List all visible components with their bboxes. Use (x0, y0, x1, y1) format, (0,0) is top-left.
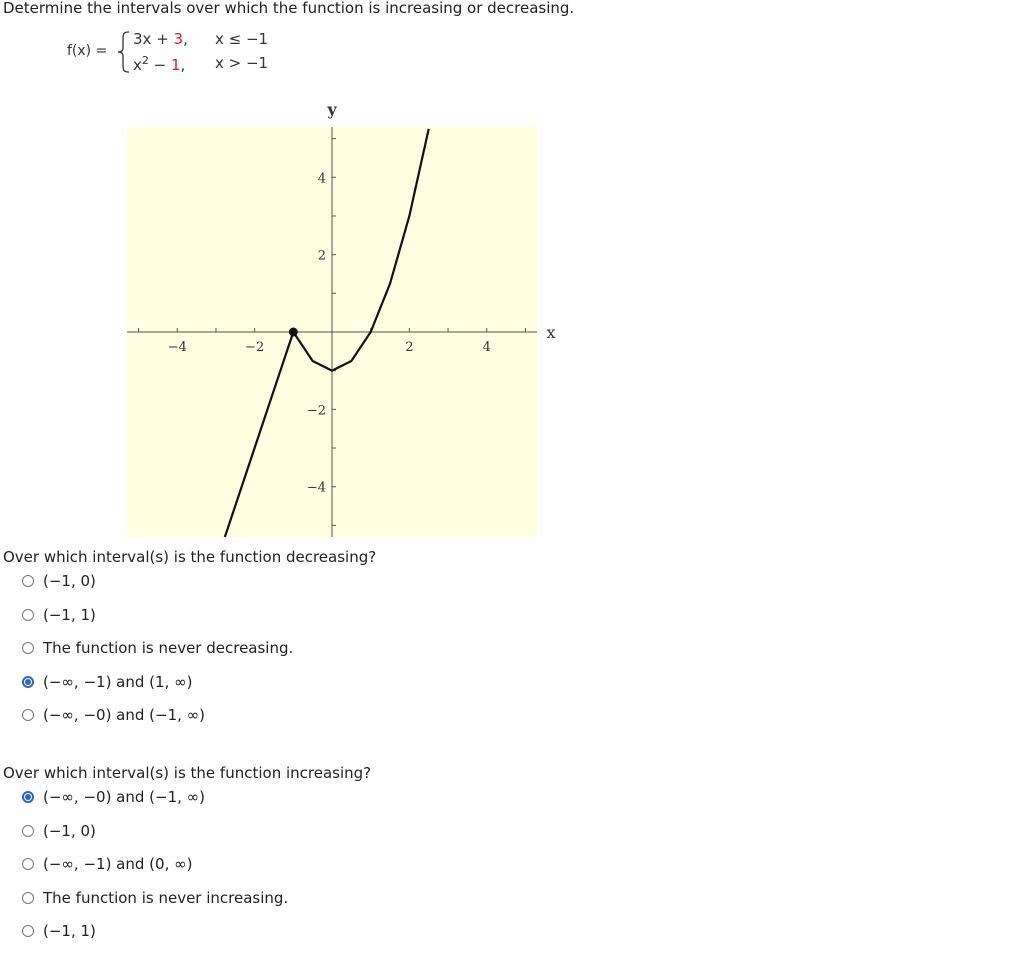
q2-option-label: (−∞, −1) and (0, ∞) (43, 855, 193, 873)
q2-option-label: (−∞, −0) and (−1, ∞) (43, 788, 206, 806)
q2-text: Over which interval(s) is the function increasing? (3, 764, 372, 782)
q1-option-3[interactable] (22, 639, 293, 673)
y-axis-label: y (327, 100, 337, 119)
q2-option-label: (−1, 0) (43, 821, 96, 840)
endpoint-marker (289, 328, 297, 336)
q1-option-label: The function is never decreasing. (43, 639, 294, 657)
radio-button[interactable] (22, 609, 34, 621)
radio-button[interactable] (22, 575, 34, 587)
q1-option-2[interactable] (22, 606, 293, 640)
question-prompt: Determine the intervals over which the function is increasing or decreasing. (3, 0, 575, 17)
q2-option-5[interactable] (22, 922, 288, 956)
piece-2-sep: , (180, 56, 186, 74)
q1-options (22, 572, 293, 740)
radio-button[interactable] (22, 925, 34, 937)
q1-option-label: (−∞, −1) and (1, ∞) (43, 672, 193, 691)
x-tick-label: −4 (167, 340, 187, 355)
q2-option-label: The function is never increasing. (43, 888, 289, 907)
q2-option-4[interactable] (22, 889, 288, 923)
piece-2-constant: 1 (171, 56, 181, 74)
y-tick-label: −4 (306, 480, 326, 496)
q1-option-4[interactable] (22, 673, 293, 707)
x-tick-label: 4 (482, 340, 491, 355)
q1-option-label: (−1, 1) (43, 605, 96, 624)
piece-1-sep: , (183, 30, 188, 48)
piece-1-constant: 3 (173, 30, 184, 48)
x-tick-label: −2 (245, 340, 265, 355)
q1-option-5[interactable] (22, 706, 293, 740)
radio-button[interactable] (22, 825, 34, 837)
q2-option-1[interactable] (22, 788, 288, 822)
q1-option-1[interactable] (22, 572, 293, 606)
x-tick-label: 2 (405, 340, 414, 355)
piece-1-condition: x ≤ −1 (215, 30, 269, 48)
radio-button[interactable] (22, 858, 34, 870)
exponent: 2 (141, 54, 149, 67)
q2-option-3[interactable] (22, 855, 288, 889)
piece-1-expr: 3x + (133, 30, 174, 48)
q2-option-label: (−1, 1) (43, 922, 96, 940)
piece-2-condition: x > −1 (215, 54, 269, 72)
q1-option-label: (−∞, −0) and (−1, ∞) (43, 706, 206, 724)
x-axis-label: x (546, 323, 556, 342)
q1-option-label: (−1, 0) (43, 572, 96, 590)
q2-option-2[interactable] (22, 822, 288, 856)
y-tick-label: 4 (317, 171, 326, 187)
y-tick-label: −2 (306, 403, 326, 419)
radio-button[interactable] (22, 642, 34, 654)
q1-text: Over which interval(s) is the function decreasing? (3, 548, 377, 566)
radio-selected[interactable] (22, 676, 34, 688)
radio-selected[interactable] (22, 791, 34, 803)
piece-2-expr: $x^2$ − (133, 54, 171, 74)
q2-options (22, 788, 288, 956)
radio-button[interactable] (22, 709, 34, 721)
radio-button[interactable] (22, 892, 34, 904)
y-tick-label: 2 (317, 248, 326, 264)
function-lhs: f(x) = (67, 43, 108, 59)
